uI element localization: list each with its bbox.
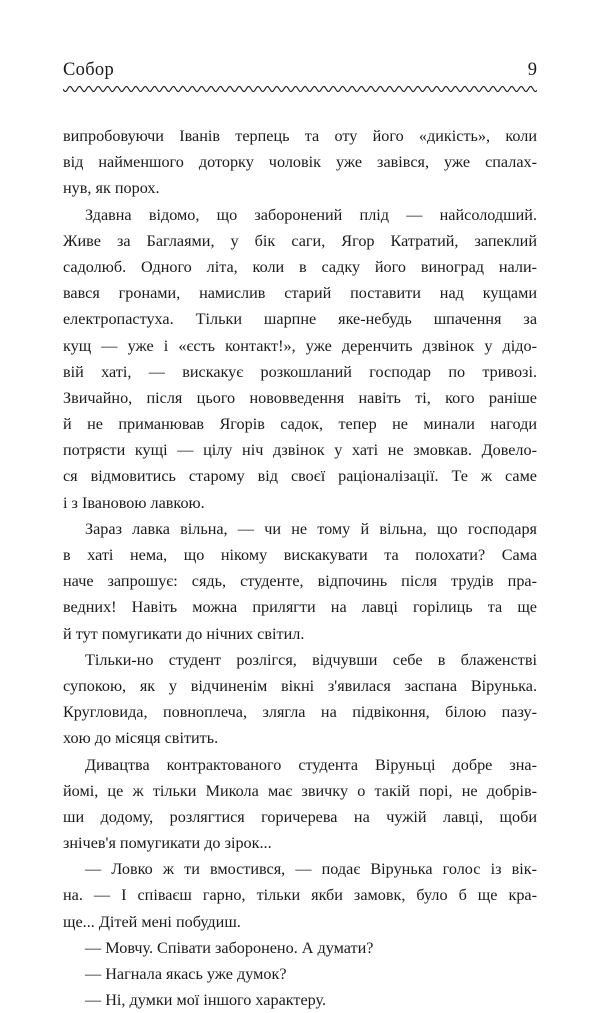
text-line: на. — І співаєш гарно, тільки якби замовк, було б ще кра- (63, 886, 537, 905)
text-line: наче запрошує: сядь, студенте, відпочинь після трудів пра- (63, 572, 537, 591)
text-line: знічев'я помугикати до зірок... (63, 834, 272, 853)
text-line: — Мовчу. Співати заборонено. А думати? (85, 938, 374, 957)
text-line: ши додому, розлягтися горичерева на чужій лавці, щоби (63, 807, 537, 826)
text-line: в хаті нема, що нікому вискакувати та полохати? Сама (63, 546, 537, 564)
text-line: садолюб. Одного літа, коли в садку його виноград нали- (63, 257, 537, 276)
text-line: вався гронами, намислив старий поставити над кущами (63, 284, 537, 303)
text-line: хою до місяця світить. (63, 729, 219, 748)
text-line: — Ні, думки мої іншого характеру. (85, 991, 327, 1010)
page-number: 9 (527, 60, 537, 80)
running-header (63, 60, 537, 84)
text-line: Тільки-но студент розлігся, відчувши себе в блаженстві (85, 650, 537, 669)
text-line: від найменшого доторку чоловік уже завівся, уже спалах- (63, 153, 537, 172)
decorative-wavy-rule (63, 83, 537, 95)
text-line: йомі, це ж тільки Микола має звичку о такій порі, не добрів- (63, 781, 537, 800)
text-line: електропастуха. Тільки шарпне яке-небудь шпачення за (63, 310, 537, 329)
text-line: Живе за Баглаями, у бік саги, Ягор Катратий, запеклий (63, 231, 537, 250)
text-line: й тут помугикати до нічних світил. (63, 624, 305, 643)
text-line: Здавна відомо, що заборонений плід — найсолодший. (85, 205, 537, 224)
text-line: ведних! Навіть можна прилягти на лавці горілиць та ще (63, 598, 537, 617)
text-line: ще... Дітей мені побудиш. (63, 912, 241, 931)
body-text (63, 123, 537, 1013)
text-line: випробовуючи Іванів терпець та оту його «дикість», коли (63, 127, 537, 145)
text-line: нув, як порох. (63, 179, 160, 198)
text-line: Звичайно, після цього нововведення навіть ті, кого раніше (63, 388, 537, 407)
text-line: кущ — уже і «єсть контакт!», уже деренчить дзвінок у дідо- (63, 336, 537, 355)
text-line: — Нагнала якась уже думок? (85, 965, 287, 983)
text-line: супокою, як у відчиненім вікні з'явилася заспана Вірунька. (63, 676, 537, 695)
text-line: Дивацтва контрактованого студента Віруньці добре зна- (85, 755, 537, 774)
text-line: й не приманював Ягорів садок, тепер не минали нагоди (63, 415, 537, 434)
text-line: і з Івановою лавкою. (63, 493, 205, 512)
text-line: Кругловида, повноплеча, злягла на підвіконня, білою пазу- (63, 703, 537, 722)
text-line: — Ловко ж ти вмостився, — подає Вірунька голос із вік- (85, 860, 537, 879)
text-line: ся відмовитись старому від своєї раціоналізації. Те ж саме (63, 467, 537, 486)
text-line: Зараз лавка вільна, — чи не тому й вільна, що господаря (85, 519, 537, 538)
text-line: потрясти кущі — цілу ніч дзвінок у хаті не змовкав. Довело- (63, 441, 537, 460)
text-line: вій хаті, — вискакує розкошланий господар по тривозі. (63, 362, 537, 381)
running-title: Собор (63, 60, 115, 80)
